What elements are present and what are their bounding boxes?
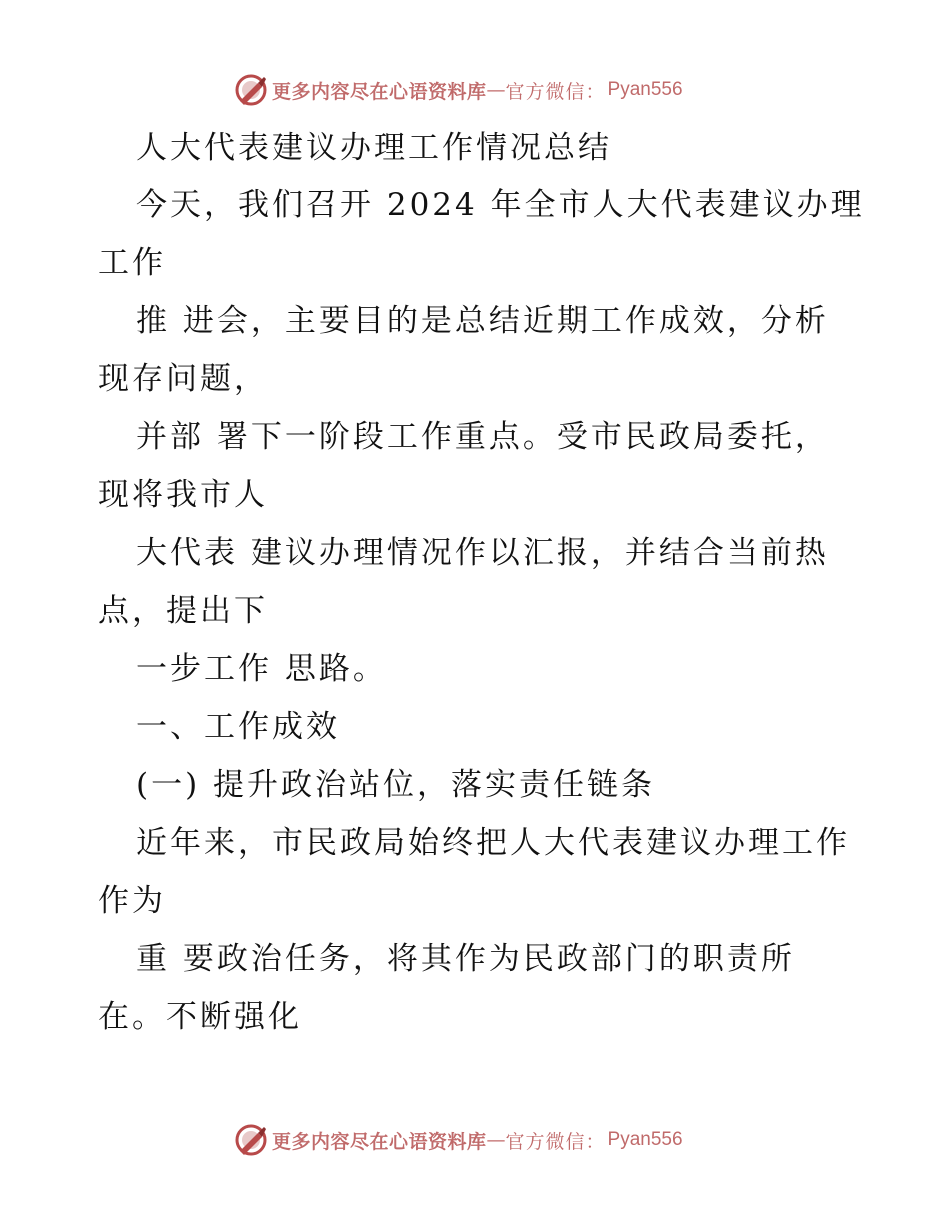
paragraph-line: 大代表 建议办理情况作以汇报，并结合当前热: [136, 535, 829, 571]
watermark-promo-text: 更多内容尽在心语资料库: [272, 1130, 487, 1153]
watermark-dash: —: [486, 1129, 506, 1151]
paragraph-line: 点，提出下: [98, 593, 268, 629]
paragraph-line: 今天，我们召开 2024 年全市人大代表建议办理: [136, 187, 865, 223]
subsection-heading: (一) 提升政治站位，落实责任链条: [136, 767, 656, 803]
paragraph-line: 现存问题，: [98, 361, 268, 397]
paragraph-line: 推 进会，主要目的是总结近期工作成效，分析: [136, 303, 829, 339]
footer-watermark: [234, 1122, 683, 1158]
section-heading: 一、工作成效: [136, 709, 340, 745]
paragraph-line: 现将我市人: [98, 477, 268, 513]
paragraph-line: 重 要政治任务，将其作为民政部门的职责所: [136, 941, 795, 977]
watermark-account: Pyan556: [607, 79, 683, 100]
watermark-promo-text: 更多内容尽在心语资料库: [272, 80, 487, 103]
watermark-dash: —: [486, 79, 506, 101]
watermark-wechat-label: 官方微信：: [505, 80, 606, 103]
paragraph-line: 在。不断强化: [98, 999, 302, 1035]
paragraph-line: 一步工作 思路。: [136, 651, 387, 687]
paragraph-line: 并部 署下一阶段工作重点。受市民政局委托，: [136, 419, 829, 455]
pen-nib-circle-icon: [234, 73, 268, 107]
watermark-wechat-label: 官方微信：: [505, 1130, 606, 1153]
document-title: 人大代表建议办理工作情况总结: [136, 130, 612, 166]
paragraph-line: 近年来，市民政局始终把人大代表建议办理工作: [136, 825, 850, 861]
pen-nib-circle-icon: [234, 1123, 268, 1157]
paragraph-line: 工作: [98, 245, 166, 281]
watermark-account: Pyan556: [607, 1129, 683, 1150]
paragraph-line: 作为: [98, 883, 166, 919]
header-watermark: [234, 72, 683, 108]
